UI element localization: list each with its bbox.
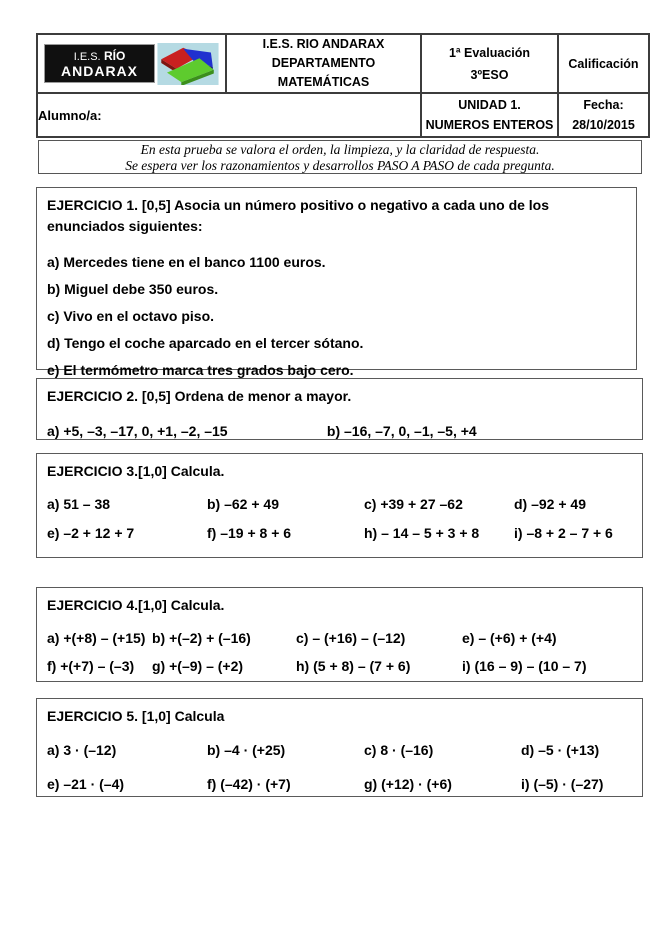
exercise-item: a) 51 – 38 bbox=[47, 496, 111, 512]
exercise-item: h) – 14 – 5 + 3 + 8 bbox=[364, 525, 480, 541]
grade-label: Calificación bbox=[558, 34, 649, 93]
exercise-3-title: EJERCICIO 3.[1,0] Calcula. bbox=[47, 463, 225, 479]
exercise-item: f) –19 + 8 + 6 bbox=[207, 525, 292, 541]
unit-line2: NUMEROS ENTEROS bbox=[425, 118, 554, 132]
exercise-1 bbox=[36, 187, 637, 378]
evaluation-cell bbox=[421, 34, 558, 93]
logo-rio-text: RÍO bbox=[103, 48, 126, 63]
exercise-2-title: EJERCICIO 2. [0,5] Ordena de menor a mayor. bbox=[47, 388, 352, 404]
notice-box bbox=[38, 140, 642, 174]
date-cell bbox=[558, 93, 649, 137]
exercise-item: d) –5 · (+13) bbox=[521, 742, 600, 758]
exercise-item: b) +(–2) + (–16) bbox=[152, 630, 251, 646]
exercise-2-items bbox=[47, 421, 632, 441]
exercise-item: f) (–42) · (+7) bbox=[207, 776, 291, 792]
exercise-item: i) –8 + 2 – 7 + 6 bbox=[514, 525, 613, 541]
exercise-2 bbox=[36, 378, 643, 440]
exercise-4-items bbox=[47, 628, 632, 676]
exercise-item: f) +(+7) – (–3) bbox=[47, 658, 135, 674]
exercise-item: e) – (+6) + (+4) bbox=[462, 630, 557, 646]
exercise-item: c) Vivo en el octavo piso. bbox=[47, 308, 215, 324]
logo-cell bbox=[37, 34, 226, 93]
unit-cell bbox=[421, 93, 558, 137]
exercise-item: i) (–5) · (–27) bbox=[521, 776, 604, 792]
header-table bbox=[36, 33, 650, 138]
notice-line2: Se espera ver los razonamientos y desarrollos PASO A PASO de cada pregunta. bbox=[125, 158, 555, 173]
exercise-4-title: EJERCICIO 4.[1,0] Calcula. bbox=[47, 597, 225, 613]
exercise-3-items bbox=[47, 494, 632, 543]
exercise-item: c) 8 · (–16) bbox=[364, 742, 434, 758]
date-value: 28/10/2015 bbox=[572, 118, 635, 132]
school-logo bbox=[38, 43, 225, 85]
exercise-item: i) (16 – 9) – (10 – 7) bbox=[462, 658, 587, 674]
school-name-line2: DEPARTAMENTO MATEMÁTICAS bbox=[271, 56, 376, 89]
exercise-item: e) –21 · (–4) bbox=[47, 776, 125, 792]
exercise-item: h) (5 + 8) – (7 + 6) bbox=[296, 658, 411, 674]
exercise-item: a) 3 · (–12) bbox=[47, 742, 117, 758]
exercise-4 bbox=[36, 587, 643, 682]
exercise-item: g) +(–9) – (+2) bbox=[152, 658, 244, 674]
exercise-5-title: EJERCICIO 5. [1,0] Calcula bbox=[47, 708, 225, 724]
exercise-item: b) Miguel debe 350 euros. bbox=[47, 281, 219, 297]
course-label: 3ºESO bbox=[470, 67, 509, 82]
date-label: Fecha: bbox=[583, 98, 624, 112]
unit-line1: UNIDAD 1. bbox=[458, 98, 521, 112]
exercise-item: e) El termómetro marca tres grados bajo cero. bbox=[47, 362, 354, 378]
exercise-item: d) –92 + 49 bbox=[514, 496, 586, 512]
evaluation-label: 1ª Evaluación bbox=[448, 45, 531, 60]
exercise-item: b) –4 · (+25) bbox=[207, 742, 286, 758]
exercise-item: e) –2 + 12 + 7 bbox=[47, 525, 135, 541]
exercise-item: a) +5, –3, –17, 0, +1, –2, –15 bbox=[47, 423, 228, 439]
exercise-item: a) +(+8) – (+15) bbox=[47, 630, 146, 646]
logo-andarax-text: ANDARAX bbox=[61, 62, 138, 79]
school-name-cell bbox=[226, 34, 421, 93]
exercise-item: c) +39 + 27 –62 bbox=[364, 496, 463, 512]
exercise-item: b) –62 + 49 bbox=[207, 496, 279, 512]
exercise-item: b) –16, –7, 0, –1, –5, +4 bbox=[326, 423, 477, 439]
logo-ies-text: I.E.S. bbox=[73, 50, 101, 63]
exercise-item: d) Tengo el coche aparcado en el tercer sótano. bbox=[47, 335, 364, 351]
notice-line1: En esta prueba se valora el orden, la limpieza, y la claridad de respuesta. bbox=[140, 142, 540, 157]
school-logo-text bbox=[44, 44, 155, 83]
exercise-5 bbox=[36, 698, 643, 797]
exercise-item: a) Mercedes tiene en el banco 1100 euros. bbox=[47, 254, 326, 270]
exercise-5-items bbox=[47, 740, 632, 794]
exercise-1-items bbox=[47, 252, 626, 380]
exercise-3 bbox=[36, 453, 643, 558]
school-logo-icon bbox=[157, 43, 219, 85]
exercise-item: c) – (+16) – (–12) bbox=[296, 630, 406, 646]
student-label: Alumno/a: bbox=[37, 93, 421, 137]
exercise-item: g) (+12) · (+6) bbox=[364, 776, 452, 792]
school-name-line1: I.E.S. RIO ANDARAX bbox=[262, 37, 385, 51]
exercise-1-title: EJERCICIO 1. [0,5] Asocia un número positivo o negativo a cada uno de los enunciados siguientes: bbox=[47, 197, 550, 234]
